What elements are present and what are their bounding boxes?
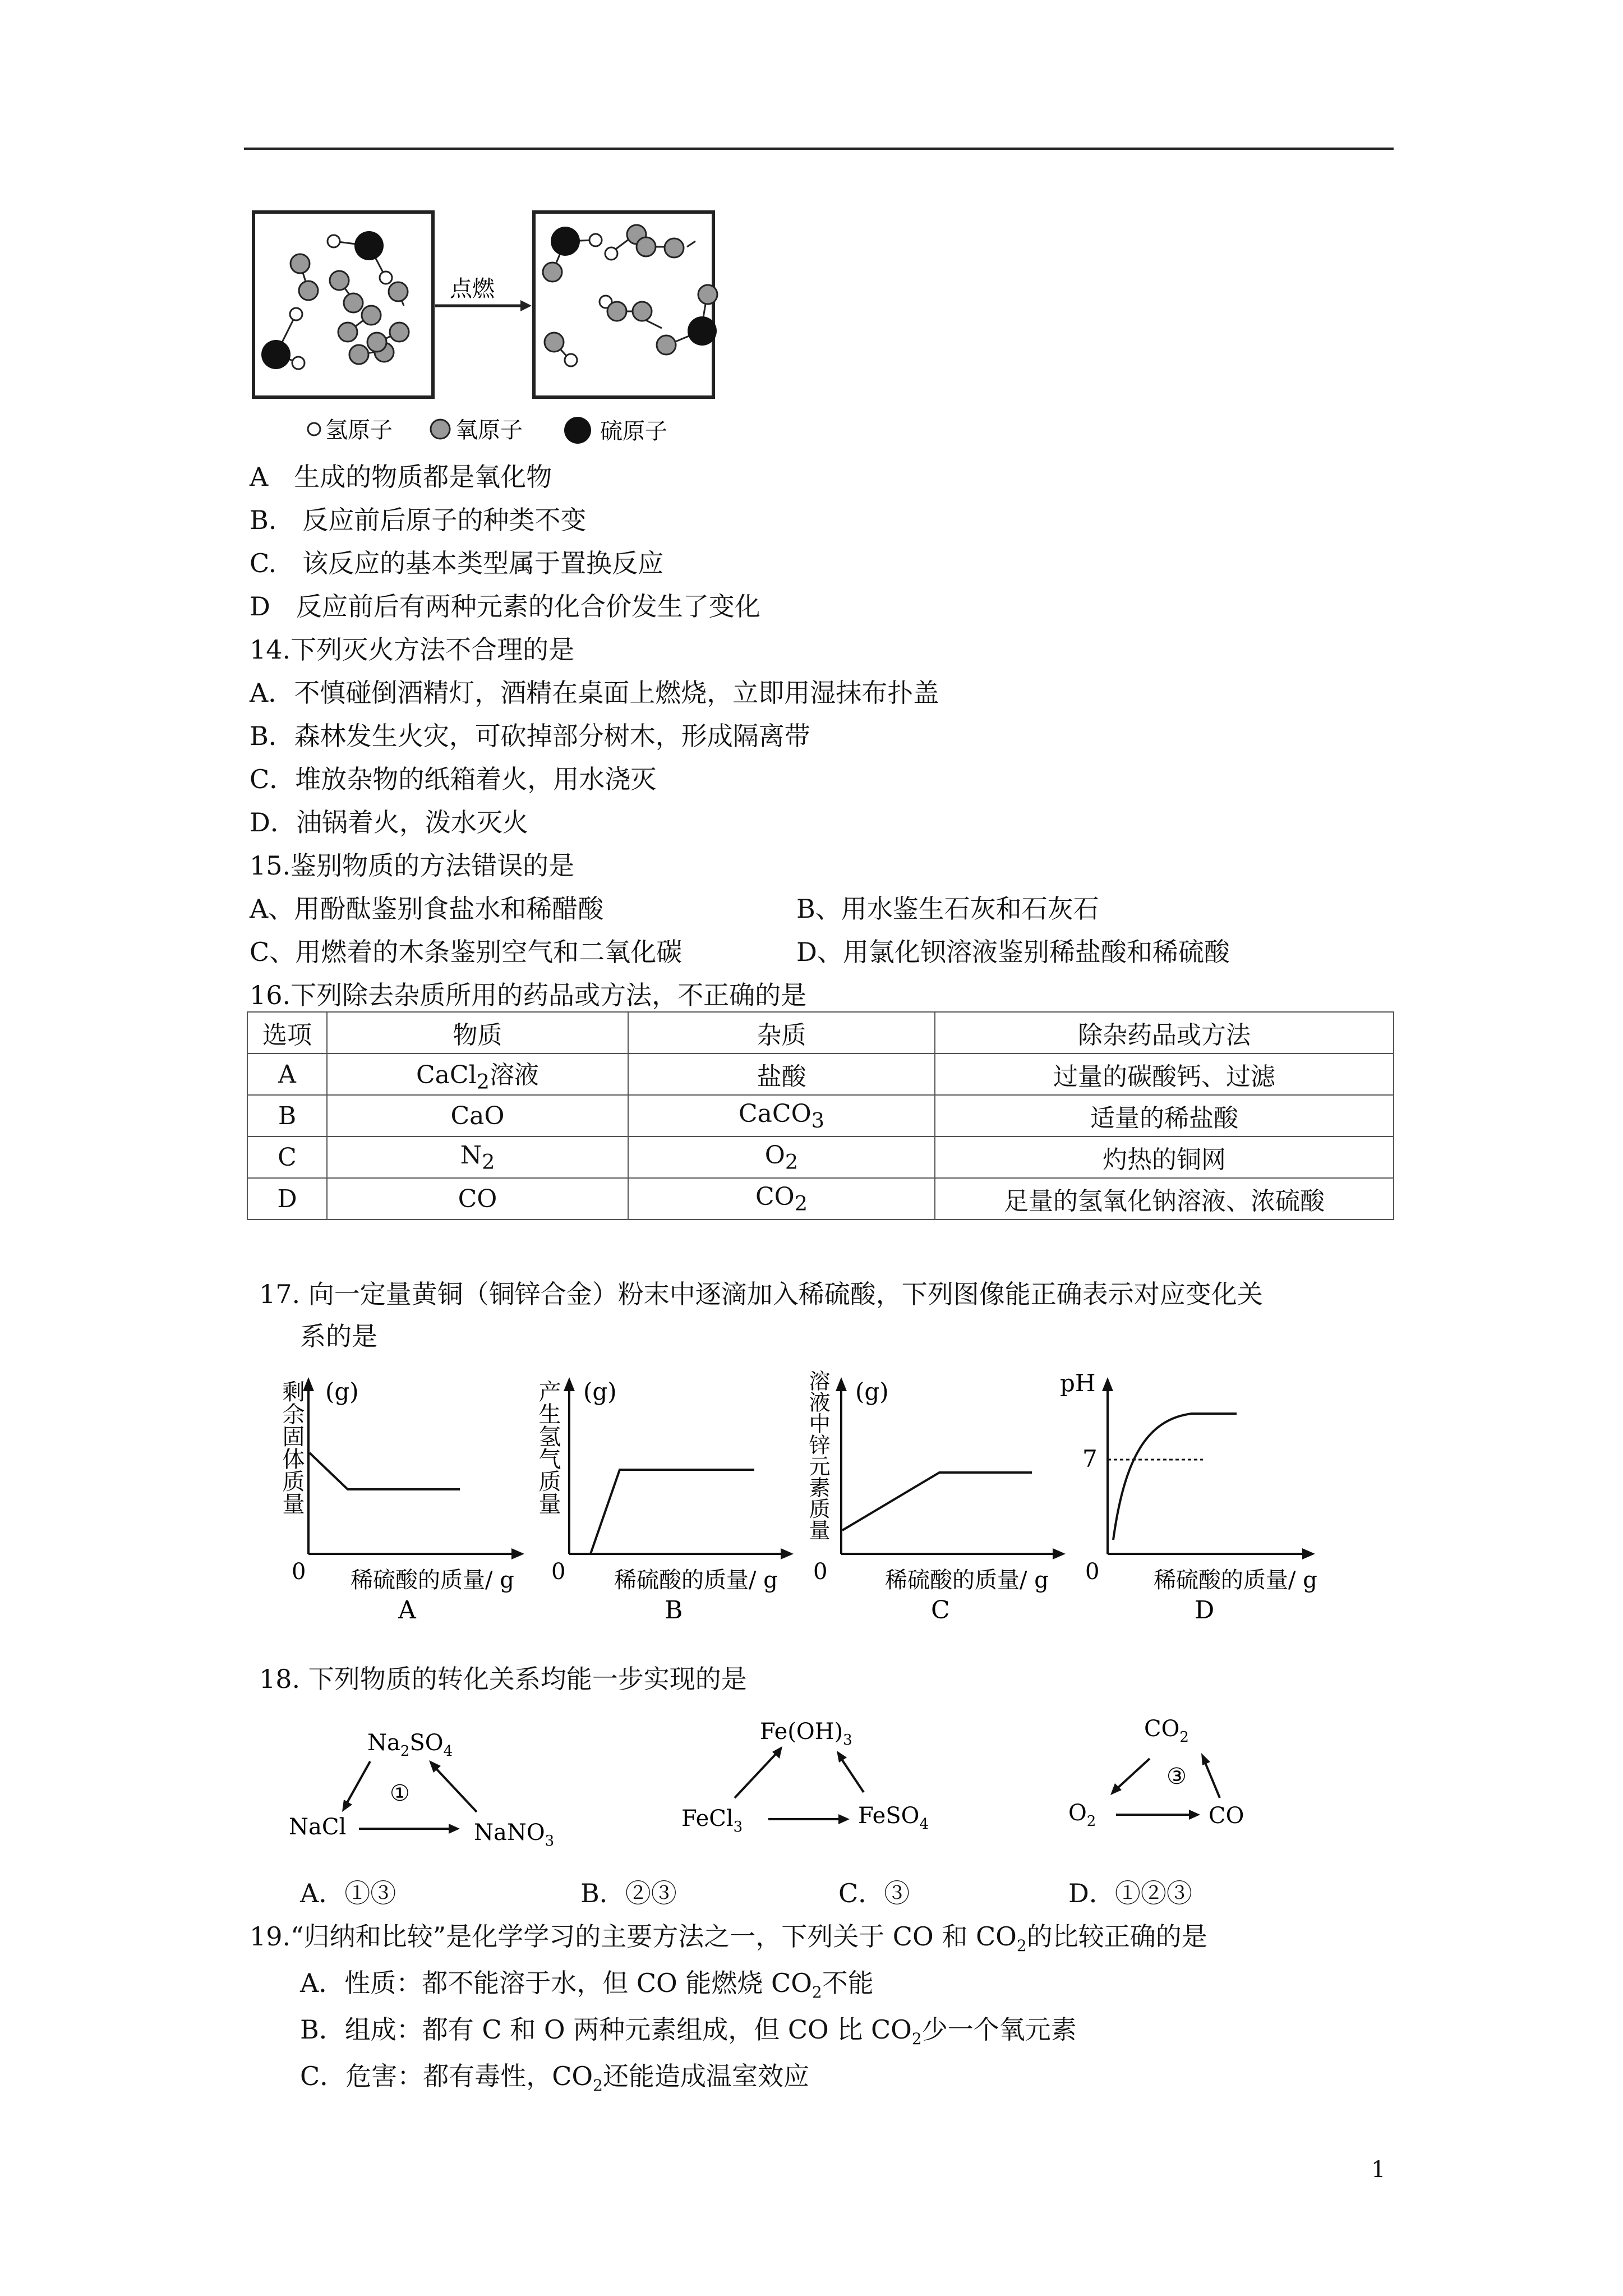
- q13-option-b: B. 反应前后原子的种类不变: [250, 505, 587, 535]
- q18-option-c: C．③: [838, 1878, 910, 1908]
- row-impurity: $CO_2$: [628, 1178, 935, 1220]
- svg-text:FeCl3: FeCl$_3$: [681, 1806, 743, 1835]
- legend-oxygen: 氧原子: [455, 417, 523, 443]
- graph-a-ylabel: 剩余固体质量: [279, 1380, 305, 1515]
- table-row: [247, 1137, 1394, 1178]
- header-option: 选项: [247, 1012, 327, 1053]
- graph-c-origin: 0: [813, 1559, 828, 1585]
- table-row: [247, 1178, 1394, 1220]
- row-option: C: [247, 1137, 327, 1178]
- row-option: B: [247, 1095, 327, 1137]
- graph-b: [530, 1369, 805, 1627]
- row-method: 过量的碳酸钙、过滤: [935, 1053, 1394, 1095]
- graph-d: [1057, 1369, 1338, 1627]
- graph-d-ylabel: pH: [1060, 1369, 1096, 1397]
- graph-b-unit: (g): [583, 1378, 617, 1405]
- header-method: 除杂药品或方法: [935, 1012, 1394, 1053]
- graph-a-unit: (g): [325, 1378, 359, 1405]
- q14-option-a: A．不慎碰倒酒精灯，酒精在桌面上燃烧，立即用湿抹布扑盖: [250, 678, 939, 708]
- q18-option-b: B．②③: [580, 1878, 677, 1908]
- svg-text:NaNO3: NaNO$_3$: [474, 1820, 555, 1849]
- graph-d-origin: 0: [1085, 1559, 1100, 1585]
- row-method: 足量的氢氧化钠溶液、浓硫酸: [935, 1178, 1394, 1220]
- graph-b-origin: 0: [551, 1559, 566, 1585]
- svg-text:Fe(OH)3: $Fe(OH)_3$: [760, 1719, 852, 1749]
- graph-c-ylabel: 溶液中锌元素质量: [805, 1370, 830, 1540]
- q18-stem: 18. 下列物质的转化关系均能一步实现的是: [259, 1664, 747, 1694]
- q14-stem: 14.下列灭火方法不合理的是: [250, 634, 575, 665]
- graph-c: [802, 1369, 1077, 1627]
- row-impurity: 盐酸: [628, 1053, 935, 1095]
- graph-a-origin: 0: [292, 1559, 306, 1585]
- row-substance: CaO: [327, 1095, 628, 1137]
- graph-d-tick: 7: [1082, 1445, 1098, 1473]
- row-substance: $N_2$: [327, 1137, 628, 1178]
- row-substance: CaCl$_2$溶液: [327, 1053, 628, 1095]
- svg-text:CO2: $CO_2$: [1144, 1716, 1189, 1746]
- legend-hydrogen: 氢原子: [325, 417, 393, 443]
- row-impurity: $O_2$: [628, 1137, 935, 1178]
- q13-option-a: A 生成的物质都是氧化物: [250, 462, 552, 492]
- row-substance: CO: [327, 1178, 628, 1220]
- svg-text:①: ①: [390, 1780, 410, 1806]
- svg-text:③: ③: [1166, 1764, 1187, 1789]
- q18-cycle-2: [673, 1714, 965, 1848]
- graph-b-letter: B: [665, 1596, 683, 1625]
- q18-cycle-3: [1060, 1714, 1284, 1848]
- q15-option-a: A、用酚酞鉴别食盐水和稀醋酸: [250, 894, 604, 924]
- q13-option-c: C. 该反应的基本类型属于置换反应: [250, 548, 664, 578]
- svg-text:CO: CO: [1209, 1803, 1244, 1829]
- graph-b-xlabel: 稀硫酸的质量/ g: [614, 1567, 778, 1593]
- row-option: D: [247, 1178, 327, 1220]
- q19-stem: 19.“归纳和比较”是化学学习的主要方法之一，下列关于 CO 和 $CO_2$的比较正确的是: [250, 1921, 1207, 1955]
- page-number: 1: [1371, 2157, 1386, 2183]
- table-header-row: [247, 1012, 1394, 1053]
- row-method: 灼热的铜网: [935, 1137, 1394, 1178]
- q15-option-c: C、用燃着的木条鉴别空气和二氧化碳: [250, 937, 683, 967]
- legend-sulfur: 硫原子: [600, 418, 667, 444]
- graph-d-xlabel: 稀硫酸的质量/ g: [1154, 1567, 1317, 1593]
- row-option: A: [247, 1053, 327, 1095]
- header-rule: [244, 148, 1394, 150]
- q19-option-b: B．组成：都有 C 和 O 两种元素组成，但 CO 比 $CO_2$少一个氧元素: [300, 2014, 1077, 2049]
- row-method: 适量的稀盐酸: [935, 1095, 1394, 1137]
- graph-c-unit: (g): [855, 1378, 889, 1405]
- q14-option-b: B．森林发生火灾，可砍掉部分树木，形成隔离带: [250, 721, 810, 751]
- q17-stem-line1: 17. 向一定量黄铜（铜锌合金）粉末中逐滴加入稀硫酸，下列图像能正确表示对应变化关: [259, 1279, 1263, 1309]
- graph-a-xlabel: 稀硫酸的质量/ g: [351, 1567, 514, 1593]
- q19-option-a: A．性质：都不能溶于水，但 CO 能燃烧 $CO_2$不能: [300, 1968, 874, 2002]
- q18-option-a: A．①③: [300, 1878, 396, 1908]
- svg-text:Na2SO4: $Na_2SO_4$: [367, 1730, 453, 1760]
- graph-d-letter: D: [1195, 1596, 1215, 1625]
- q13-option-d: D 反应前后有两种元素的化合价发生了变化: [250, 591, 760, 622]
- q17-stem-line2: 系的是: [300, 1321, 377, 1351]
- q18-cycle-1: [280, 1722, 572, 1857]
- q14-option-d: D．油锅着火，泼水灭火: [250, 807, 528, 838]
- reaction-diagram: [247, 208, 751, 454]
- graph-a: [269, 1369, 533, 1627]
- svg-text:FeSO4: FeSO$_4$: [858, 1803, 929, 1833]
- q16-table: [247, 1011, 1394, 1220]
- graph-c-letter: C: [931, 1596, 950, 1625]
- q15-option-d: D、用氯化钡溶液鉴别稀盐酸和稀硫酸: [796, 937, 1230, 967]
- header-substance: 物质: [327, 1012, 628, 1053]
- svg-text:O2: $O_2$: [1068, 1800, 1096, 1830]
- graph-c-xlabel: 稀硫酸的质量/ g: [885, 1567, 1049, 1593]
- q18-option-d: D．①②③: [1068, 1878, 1192, 1908]
- arrow-label: 点燃: [450, 276, 495, 302]
- q15-stem: 15.鉴别物质的方法错误的是: [250, 850, 575, 881]
- table-row: [247, 1053, 1394, 1095]
- header-impurity: 杂质: [628, 1012, 935, 1053]
- row-impurity: CaCO$_3$: [628, 1095, 935, 1137]
- q14-option-c: C．堆放杂物的纸箱着火，用水浇灭: [250, 764, 657, 794]
- graph-a-letter: A: [398, 1596, 416, 1625]
- svg-text:NaCl: NaCl: [289, 1814, 347, 1840]
- table-row: [247, 1095, 1394, 1137]
- q15-option-b: B、用水鉴生石灰和石灰石: [796, 894, 1099, 924]
- q16-stem: 16.下列除去杂质所用的药品或方法，不正确的是: [250, 980, 807, 1010]
- graph-b-ylabel: 产生氢气质量: [535, 1380, 561, 1515]
- q19-option-c: C．危害：都有毒性，$CO_2$还能造成温室效应: [300, 2061, 809, 2095]
